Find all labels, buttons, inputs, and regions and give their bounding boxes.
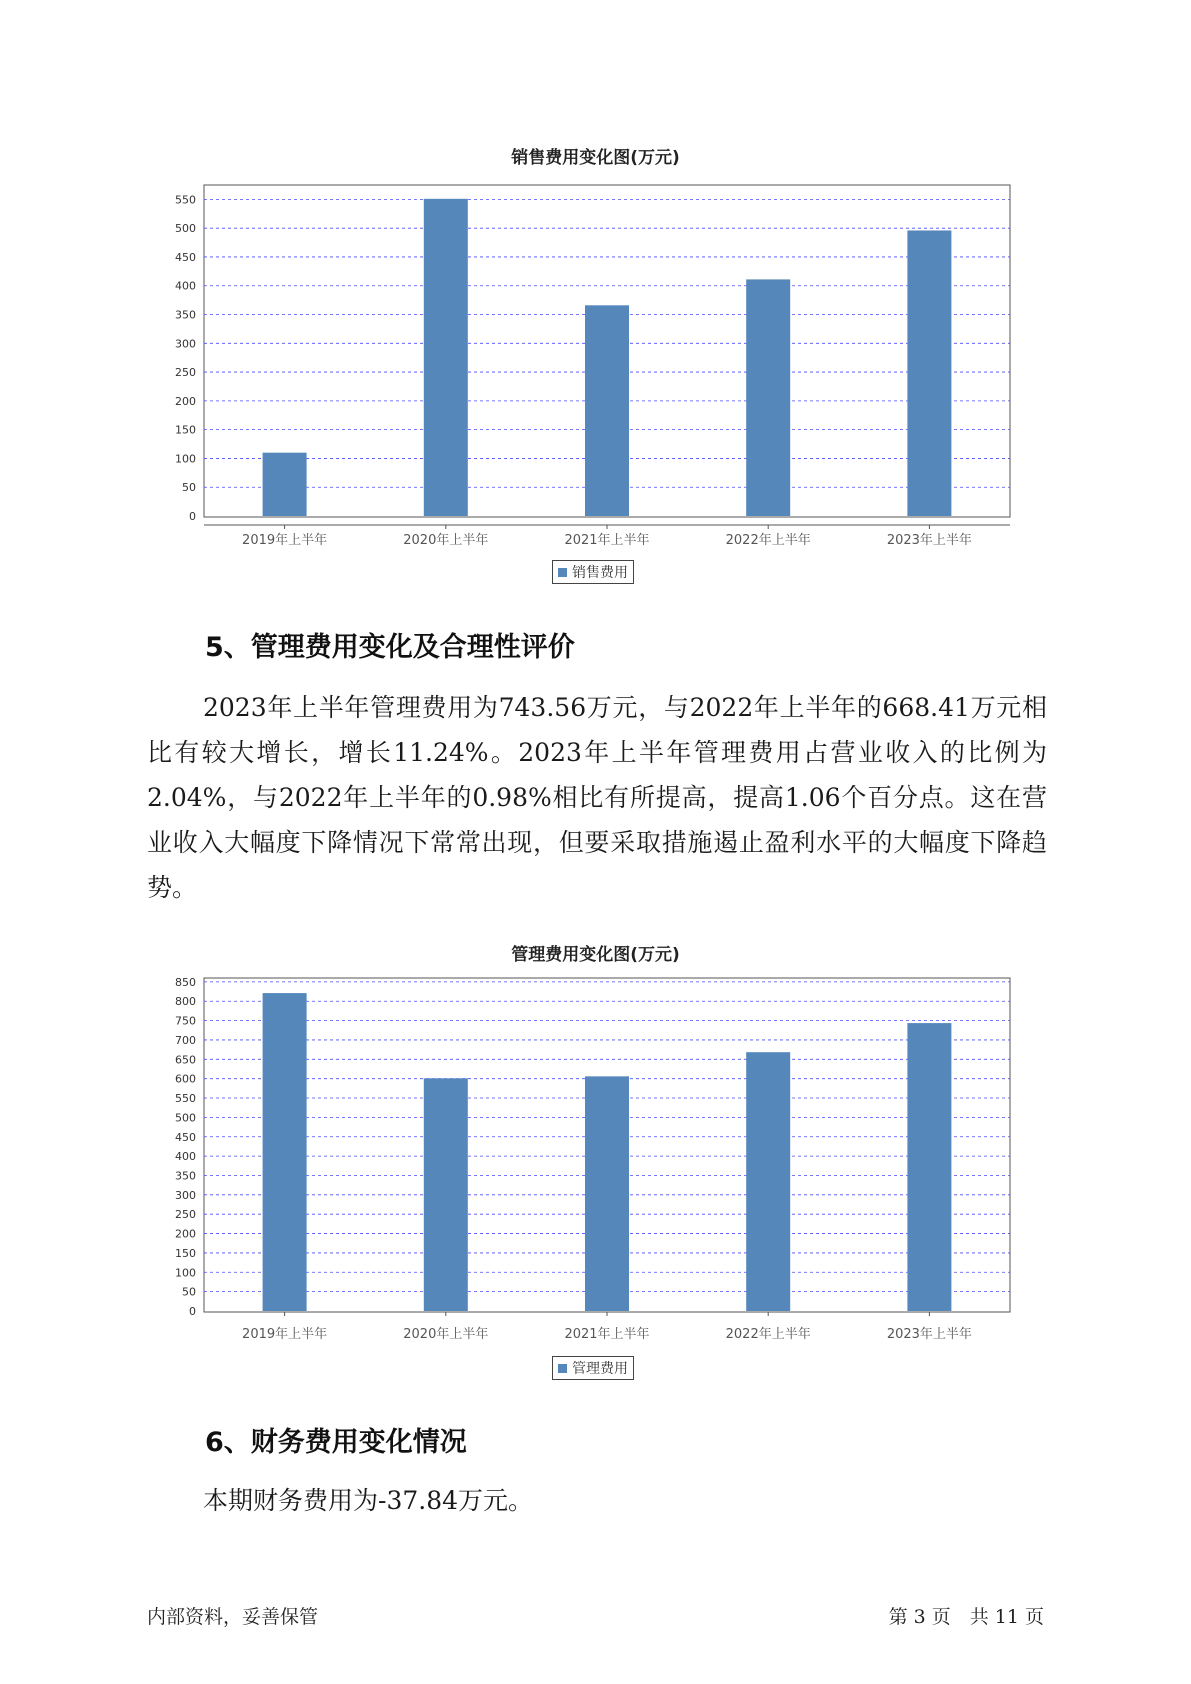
bar-0 xyxy=(263,993,307,1311)
sales-chart-legend xyxy=(552,560,634,584)
y-tick-label: 500 xyxy=(175,1111,196,1125)
bar-4 xyxy=(907,230,951,516)
y-tick-label: 150 xyxy=(175,423,196,437)
y-tick-label: 200 xyxy=(175,394,196,408)
y-tick-label: 350 xyxy=(175,308,196,322)
sales-chart-plot xyxy=(0,180,1191,560)
y-tick-label: 650 xyxy=(175,1053,196,1067)
x-tick-label: 2019年上半年 xyxy=(242,533,328,548)
sales-chart-title: 销售费用变化图(万元) xyxy=(511,148,680,168)
y-tick-label: 350 xyxy=(175,1169,196,1183)
bar-2 xyxy=(585,305,629,516)
footer-page-number: 第 3 页 共 11 页 xyxy=(888,1606,1044,1628)
bar-1 xyxy=(424,199,468,516)
legend-swatch xyxy=(558,568,567,577)
y-tick-label: 700 xyxy=(175,1033,196,1047)
footer-confidential-note: 内部资料，妥善保管 xyxy=(147,1606,319,1628)
x-tick-label: 2023年上半年 xyxy=(886,1327,972,1342)
x-tick-label: 2020年上半年 xyxy=(403,533,489,548)
y-tick-label: 600 xyxy=(175,1072,196,1086)
bar-2 xyxy=(585,1076,629,1311)
y-tick-label: 300 xyxy=(175,337,196,351)
management-chart-title: 管理费用变化图(万元) xyxy=(511,945,680,965)
y-tick-label: 250 xyxy=(175,366,196,380)
y-tick-label: 0 xyxy=(189,1305,196,1318)
x-tick-label: 2019年上半年 xyxy=(242,1327,328,1342)
y-tick-label: 100 xyxy=(175,1266,196,1280)
x-tick-label: 2021年上半年 xyxy=(564,533,650,548)
y-tick-label: 800 xyxy=(175,995,196,1009)
x-tick-label: 2022年上半年 xyxy=(725,533,811,548)
y-tick-label: 50 xyxy=(182,481,196,495)
y-tick-label: 400 xyxy=(175,1150,196,1164)
bar-3 xyxy=(746,279,790,516)
management-chart-plot xyxy=(0,970,1191,1355)
y-tick-label: 150 xyxy=(175,1246,196,1260)
bar-1 xyxy=(424,1078,468,1311)
management-chart-legend xyxy=(552,1356,634,1380)
bar-0 xyxy=(263,453,307,516)
y-tick-label: 500 xyxy=(175,222,196,236)
x-tick-label: 2020年上半年 xyxy=(403,1327,489,1342)
y-tick-label: 300 xyxy=(175,1188,196,1202)
y-tick-label: 850 xyxy=(175,975,196,989)
bar-4 xyxy=(907,1023,951,1311)
y-tick-label: 450 xyxy=(175,250,196,264)
y-tick-label: 450 xyxy=(175,1130,196,1144)
bar-3 xyxy=(746,1052,790,1311)
sales-legend-label: 销售费用 xyxy=(572,565,628,581)
management-legend-label: 管理费用 xyxy=(572,1361,628,1377)
section-heading-management: 5、管理费用变化及合理性评价 xyxy=(205,632,575,663)
x-tick-label: 2022年上半年 xyxy=(725,1327,811,1342)
x-tick-label: 2023年上半年 xyxy=(886,533,972,548)
y-tick-label: 750 xyxy=(175,1014,196,1028)
y-tick-label: 200 xyxy=(175,1227,196,1241)
section-heading-finance: 6、财务费用变化情况 xyxy=(205,1427,467,1458)
finance-paragraph: 本期财务费用为-37.84万元。 xyxy=(203,1486,534,1515)
y-tick-label: 100 xyxy=(175,452,196,466)
y-tick-label: 0 xyxy=(189,510,196,523)
y-tick-label: 400 xyxy=(175,279,196,293)
y-tick-label: 550 xyxy=(175,193,196,207)
legend-swatch xyxy=(558,1364,567,1373)
y-tick-label: 550 xyxy=(175,1092,196,1106)
management-paragraph: 2023年上半年管理费用为743.56万元，与2022年上半年的668.41万元相比有较大增长，增长11.24%。2023年上半年管理费用占营业收入的比例为2.04%，与2022年上半年的0.98%相比有所提高，提高1.06个百分点。这在营业收入大幅度下降情况下常常出现，但要采取措施遏止盈利水平的大幅度下降趋势。 xyxy=(147,693,1047,902)
y-tick-label: 50 xyxy=(182,1285,196,1299)
x-tick-label: 2021年上半年 xyxy=(564,1327,650,1342)
y-tick-label: 250 xyxy=(175,1208,196,1222)
